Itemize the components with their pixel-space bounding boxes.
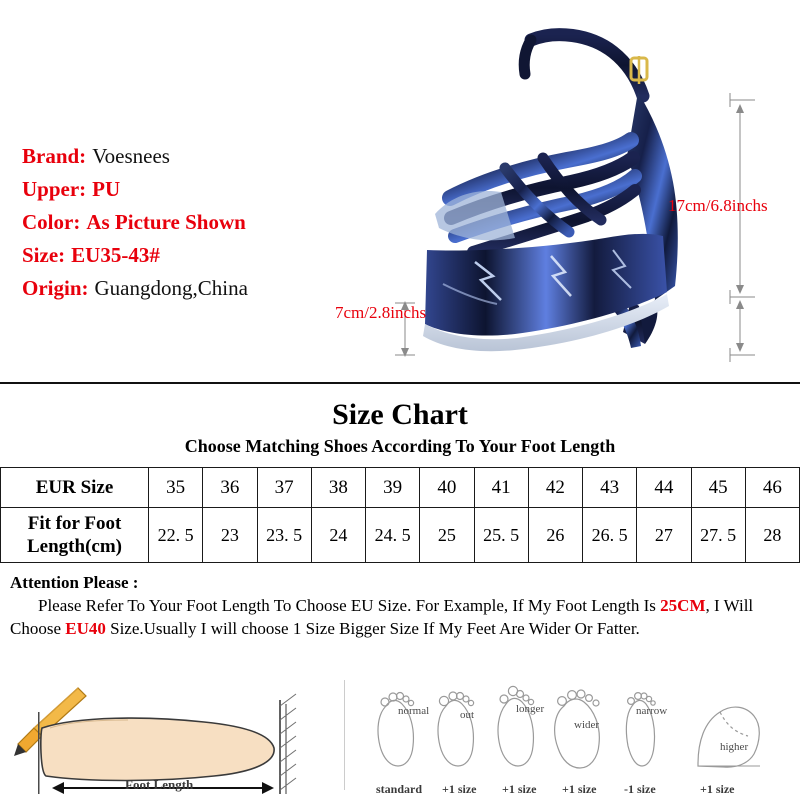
spec-value-origin: Guangdong,China — [94, 276, 248, 300]
spec-row-origin — [22, 272, 352, 305]
platform-height-label: 7cm/2.8inchs — [335, 303, 427, 322]
cell-foot-6: 25. 5 — [474, 508, 528, 563]
product-spec-list — [22, 140, 352, 305]
cell-eur-44: 44 — [637, 468, 691, 508]
foot-type-size-5: +1 size — [700, 782, 735, 796]
size-chart-table — [0, 467, 800, 563]
svg-text:out: out — [460, 709, 475, 721]
attention-text-part3: Size.Usually I will choose 1 Size Bigger Size If My Feet Are Wider Or Fatter. — [105, 619, 640, 638]
spec-label-color: Color: — [22, 210, 81, 234]
foot-length-caption: Foot Length — [125, 777, 194, 792]
foot-outline — [41, 718, 274, 780]
cell-foot-7: 26 — [528, 508, 582, 563]
spec-label-upper: Upper: — [22, 177, 87, 201]
spec-label-brand: Brand: — [22, 144, 87, 168]
cell-foot-10: 27. 5 — [691, 508, 745, 563]
size-chart-subtitle: Choose Matching Shoes According To Your Foot Length — [184, 436, 616, 456]
attention-text-part2: , I Will Choose — [10, 596, 754, 638]
attention-highlight-foot-length: 25CM — [660, 596, 706, 615]
spec-value-brand: Voesnees — [92, 144, 170, 168]
cell-foot-11: 28 — [745, 508, 799, 563]
cell-eur-35: 35 — [149, 468, 203, 508]
foot-type-size-3: +1 size — [562, 782, 597, 796]
foot-type-size-1: +1 size — [442, 782, 477, 796]
cell-foot-9: 27 — [637, 508, 691, 563]
spec-label-size: Size: — [22, 243, 66, 267]
cell-eur-41: 41 — [474, 468, 528, 508]
wall-hatch — [280, 694, 296, 794]
attention-body — [10, 594, 790, 640]
cell-foot-0: 22. 5 — [149, 508, 203, 563]
cell-foot-1: 23 — [203, 508, 257, 563]
svg-text:wider: wider — [574, 719, 600, 731]
attention-text-part1: Please Refer To Your Foot Length To Choose EU Size. For Example, If My Foot Length Is — [38, 596, 661, 615]
spec-value-size: EU35-43# — [71, 243, 160, 267]
svg-text:longer: longer — [516, 703, 545, 715]
cell-eur-45: 45 — [691, 468, 745, 508]
cell-eur-42: 42 — [528, 468, 582, 508]
cell-eur-38: 38 — [311, 468, 365, 508]
cell-foot-2: 23. 5 — [257, 508, 311, 563]
cell-foot-4: 24. 5 — [366, 508, 420, 563]
spec-row-upper — [22, 173, 352, 206]
spec-value-color: As Picture Shown — [86, 210, 246, 234]
footer-divider — [344, 680, 345, 790]
product-info-section — [0, 0, 800, 382]
row-header-eur-size: EUR Size — [1, 468, 149, 508]
table-row-eur-size — [1, 468, 800, 508]
attention-heading: Attention Please : — [10, 573, 139, 592]
cell-foot-5: 25 — [420, 508, 474, 563]
cell-eur-40: 40 — [420, 468, 474, 508]
cell-foot-3: 24 — [311, 508, 365, 563]
svg-text:normal: normal — [398, 705, 430, 717]
foot-type-size-4: -1 size — [624, 782, 656, 796]
cell-foot-8: 26. 5 — [583, 508, 637, 563]
cell-eur-46: 46 — [745, 468, 799, 508]
cell-eur-37: 37 — [257, 468, 311, 508]
spec-value-upper: PU — [92, 177, 121, 201]
attention-note — [0, 571, 800, 640]
table-row-foot-length — [1, 508, 800, 563]
spec-label-origin: Origin: — [22, 276, 89, 300]
attention-highlight-eu-size: EU40 — [65, 619, 106, 638]
heel-height-label: 17cm/6.8inchs — [668, 196, 768, 215]
spec-row-color — [22, 206, 352, 239]
svg-text:narrow: narrow — [636, 705, 668, 717]
cell-eur-39: 39 — [366, 468, 420, 508]
svg-text:higher: higher — [720, 741, 749, 753]
foot-measure-diagrams — [0, 672, 800, 800]
product-photo — [355, 0, 800, 382]
cell-eur-43: 43 — [583, 468, 637, 508]
cell-eur-36: 36 — [203, 468, 257, 508]
spec-row-brand — [22, 140, 352, 173]
spec-row-size — [22, 239, 352, 272]
foot-type-diagrams — [368, 672, 798, 800]
row-header-foot-length: Fit for Foot Length(cm) — [1, 508, 149, 563]
foot-type-size-2: +1 size — [502, 782, 537, 796]
foot-type-size-0: standard — [376, 782, 423, 796]
size-chart-title: Size Chart — [332, 398, 468, 431]
